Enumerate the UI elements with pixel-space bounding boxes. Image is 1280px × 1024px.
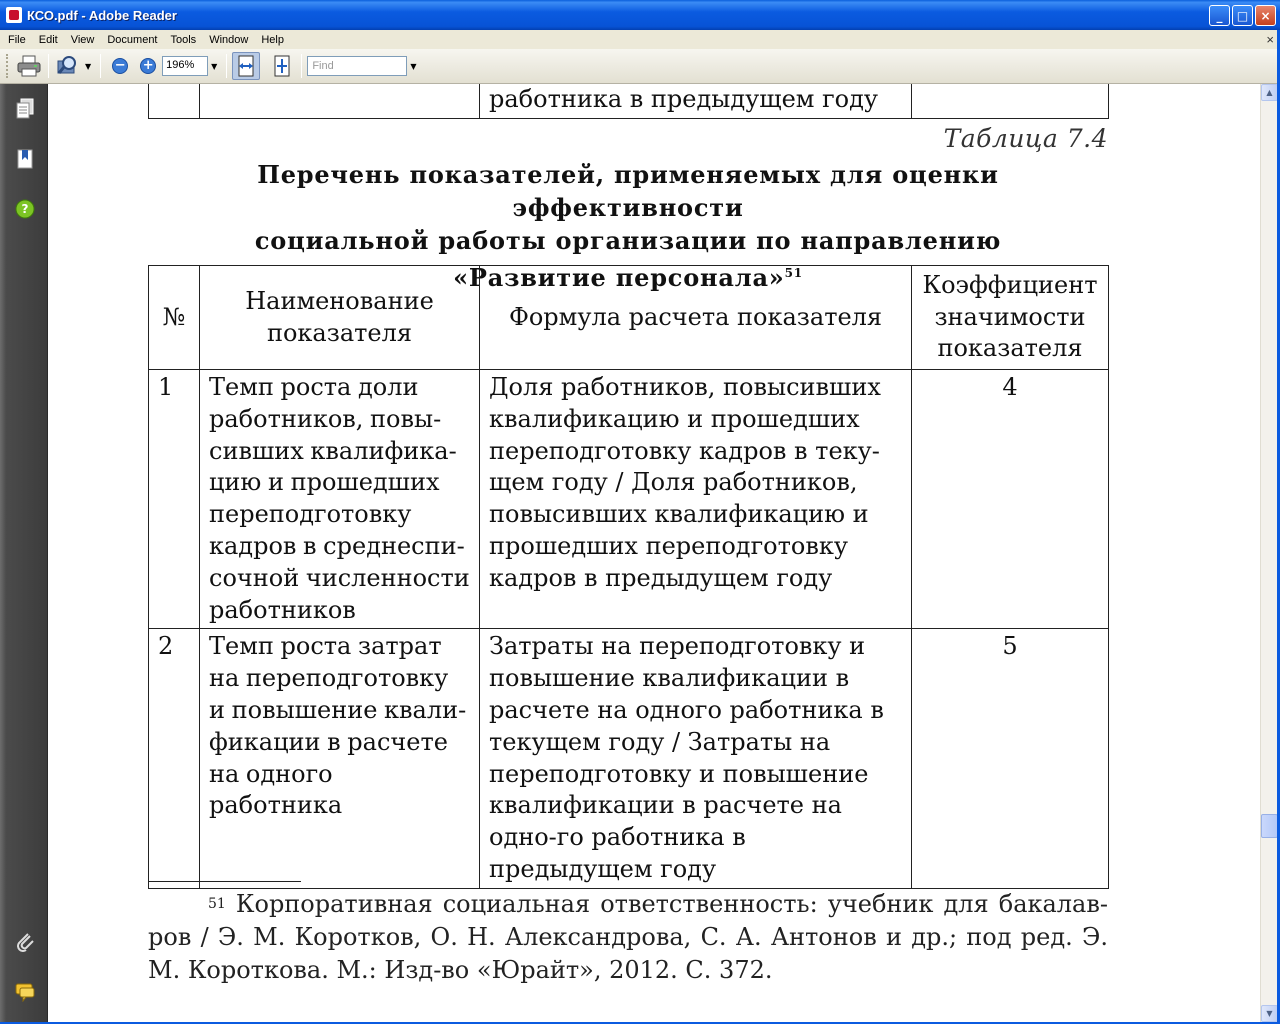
scroll-down-arrow-icon[interactable]: ▼ xyxy=(1261,1005,1278,1022)
toolbar-separator xyxy=(226,54,227,78)
menu-file[interactable]: File xyxy=(8,33,26,46)
scroll-up-arrow-icon[interactable]: ▲ xyxy=(1261,84,1278,101)
toolbar-grip[interactable] xyxy=(6,54,9,78)
table-title-line: Перечень показателей, применяемых для оценки эффективности xyxy=(257,160,999,222)
fit-width-button[interactable] xyxy=(232,52,260,80)
row-num: 1 xyxy=(149,370,200,629)
menu-view[interactable]: View xyxy=(70,33,95,46)
footnote-ref[interactable]: 51 xyxy=(784,266,803,280)
vertical-scrollbar[interactable] xyxy=(1260,84,1277,1022)
adobe-reader-icon xyxy=(6,7,22,23)
window-title-bar[interactable] xyxy=(0,0,1280,30)
toolbar-separator xyxy=(301,54,302,78)
prev-table-cell xyxy=(200,84,480,119)
table-title-line: социальной работы организации по направлению xyxy=(254,226,1002,255)
fit-page-icon xyxy=(272,55,292,77)
find-dropdown-icon[interactable]: ▼ xyxy=(410,61,417,71)
zoom-dropdown-icon[interactable]: ▼ xyxy=(211,61,218,71)
find-input[interactable]: Find xyxy=(307,56,407,76)
document-view[interactable] xyxy=(49,84,1260,1022)
pages-icon[interactable] xyxy=(14,98,36,120)
menu-edit[interactable]: Edit xyxy=(38,33,58,46)
attachments-icon[interactable] xyxy=(14,930,36,952)
menu-window[interactable]: Window xyxy=(209,33,249,46)
minimize-button[interactable]: _ xyxy=(1209,5,1230,26)
toolbar-separator xyxy=(48,54,49,78)
zoom-in-icon: + xyxy=(140,58,156,74)
fit-page-button[interactable] xyxy=(268,52,296,80)
footnote-separator xyxy=(148,881,301,882)
header-formula: Формула расчета показателя xyxy=(480,266,912,370)
fit-width-icon xyxy=(236,55,256,77)
footnote xyxy=(148,888,1108,987)
row-num: 2 xyxy=(149,629,200,888)
close-button[interactable]: × xyxy=(1255,5,1276,26)
footnote-text: Корпоративная социальная ответственность: учебник для бакалав-ров / Э. М. Коротков, О. Н. Александрова, С. А. Антонов и др.; под ред. Э. М. Короткова. М.: Изд-во «Юрайт», 2012. С. 372. xyxy=(148,890,1108,984)
zoom-input[interactable]: 196% xyxy=(162,56,208,76)
header-name: Наименование показателя xyxy=(200,266,480,370)
header-num: № xyxy=(149,266,200,370)
zoom-out-button[interactable] xyxy=(106,52,134,80)
menu-help[interactable]: Help xyxy=(261,33,284,46)
row-coef: 5 xyxy=(912,629,1109,888)
indicators-table xyxy=(148,265,1109,889)
maximize-button[interactable]: □ xyxy=(1232,5,1253,26)
window-title: КСО.pdf - Adobe Reader xyxy=(27,7,177,23)
search-document-icon xyxy=(56,55,80,77)
row-formula: Доля работников, повысивших квалификацию и прошедших переподготовку кадров в теку-щем году / Доля работников, повысивших квалификацию и прошедших переподготовку кадров в предыдущем году xyxy=(480,370,912,629)
header-coef: Коэффициент значимости показателя xyxy=(912,266,1109,370)
row-name: Темп роста доли работников, повы-сивших квалифика-цию и прошедших переподготовку кадров в среднеспи-сочной численности работников xyxy=(200,370,480,629)
zoom-out-icon: − xyxy=(112,58,128,74)
document-close-icon[interactable]: × xyxy=(1266,32,1274,47)
prev-table-cell xyxy=(149,84,200,119)
prev-table-cell: работника в предыдущем году xyxy=(480,84,912,119)
row-coef: 4 xyxy=(912,370,1109,629)
previous-table-tail xyxy=(148,84,1109,119)
toolbar-separator xyxy=(100,54,101,78)
navigation-panel xyxy=(0,84,48,1024)
menu-document[interactable]: Document xyxy=(107,33,158,46)
menu-bar xyxy=(0,30,1280,49)
svg-text:?: ? xyxy=(21,202,29,216)
help-icon[interactable] xyxy=(14,198,36,220)
row-formula: Затраты на переподготовку и повышение квалификации в расчете на одного работника в текущем году / Затраты на переподготовку и повышение квалификации в расчете на одно-го работника в предыдущем году xyxy=(480,629,912,888)
footnote-number: 51 xyxy=(208,896,226,912)
menu-tools[interactable]: Tools xyxy=(170,33,197,46)
row-name: Темп роста затрат на переподготовку и повышение квали-фикации в расчете на одного работника xyxy=(200,629,480,888)
toolbar xyxy=(0,49,1280,84)
printer-icon xyxy=(17,55,41,77)
scroll-thumb[interactable] xyxy=(1261,814,1278,838)
table-row xyxy=(149,370,1109,629)
prev-table-cell xyxy=(912,84,1109,119)
table-header-row xyxy=(149,266,1109,370)
table-number: Таблица 7.4 xyxy=(943,124,1108,153)
find-tool-dropdown-icon[interactable]: ▼ xyxy=(85,61,92,71)
table-title-line-3: «Развитие персонала»$^{51}$ xyxy=(453,263,803,292)
zoom-in-button[interactable] xyxy=(134,52,162,80)
table-row xyxy=(149,629,1109,888)
bookmarks-icon[interactable] xyxy=(14,148,36,170)
comments-icon[interactable] xyxy=(14,980,36,1002)
print-button[interactable] xyxy=(15,52,43,80)
find-tool-button[interactable] xyxy=(54,52,82,80)
